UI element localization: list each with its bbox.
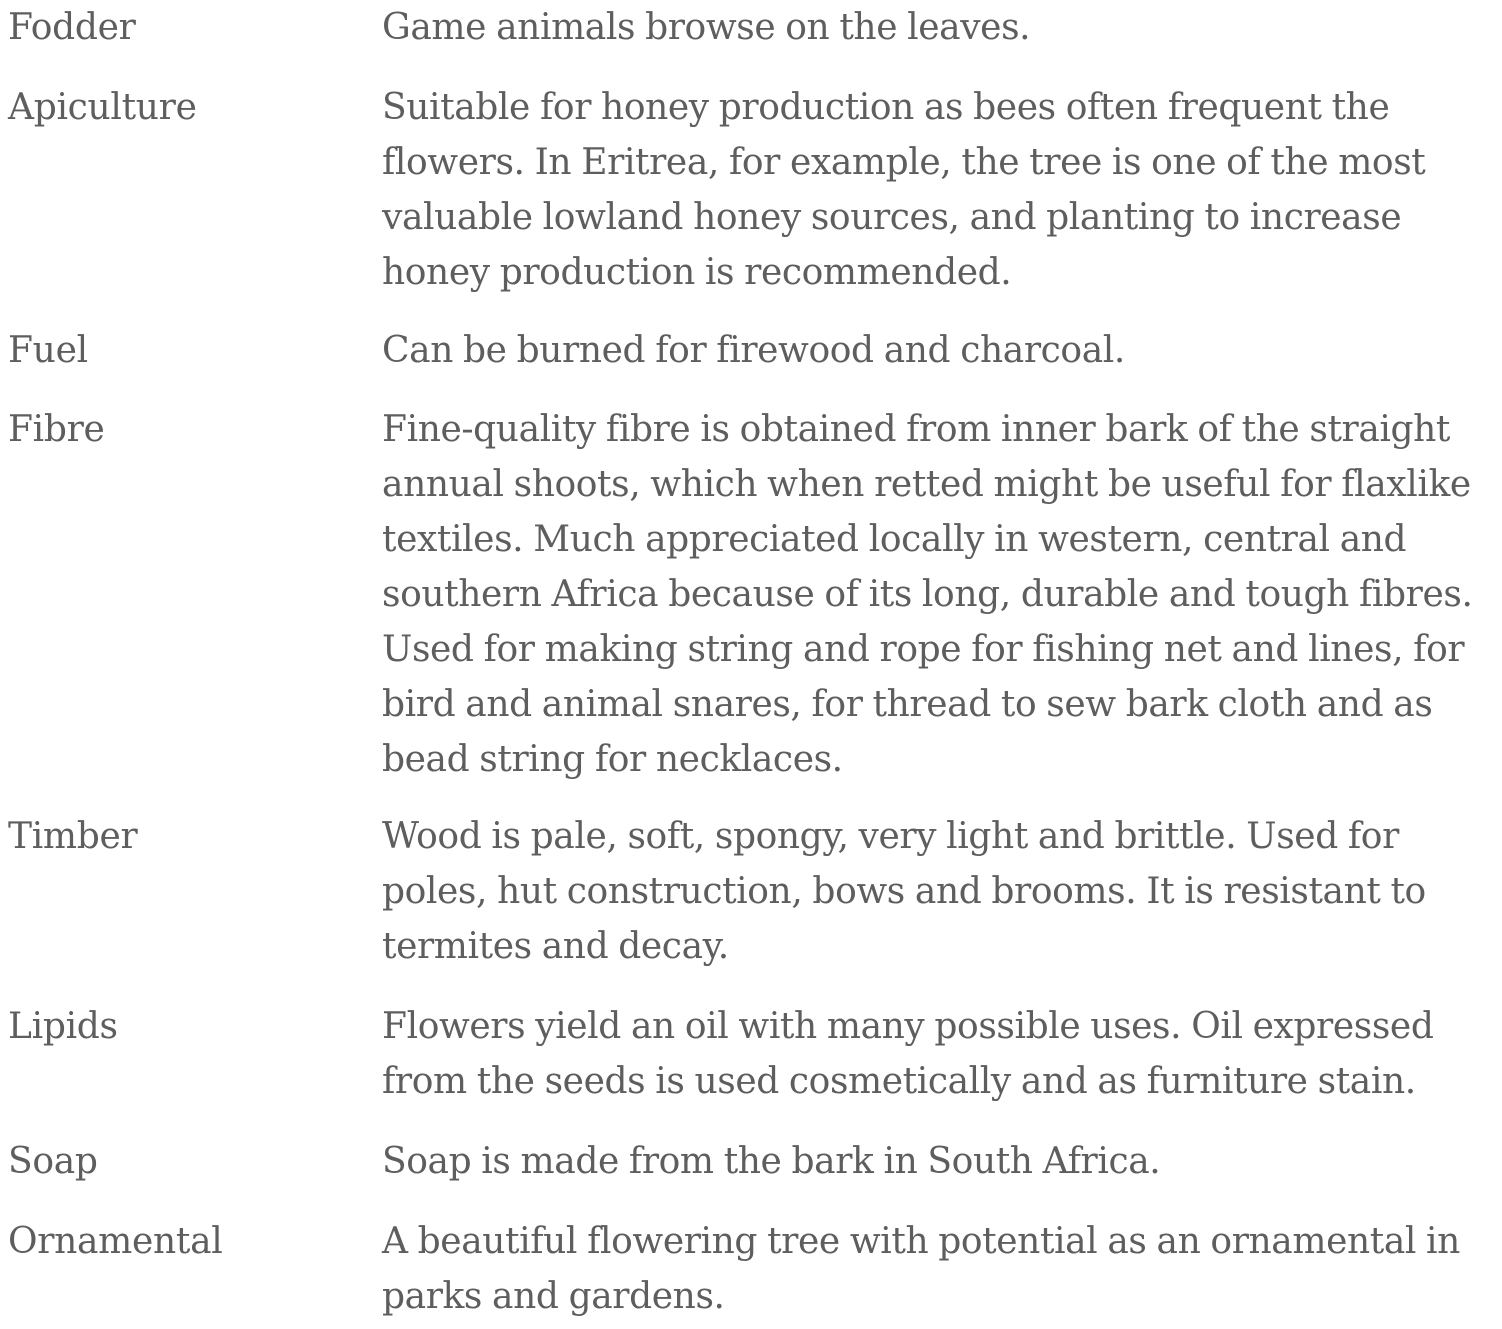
description-line: from the seeds is used cosmetically and as furniture stain.	[382, 1061, 1416, 1102]
description-line: southern Africa because of its long, durable and tough fibres.	[382, 574, 1473, 615]
description-fuel	[382, 323, 1500, 378]
description-line: Suitable for honey production as bees often frequent the	[382, 87, 1390, 128]
description-line: poles, hut construction, bows and brooms. It is resistant to	[382, 871, 1426, 912]
description-line: flowers. In Eritrea, for example, the tree is one of the most	[382, 142, 1426, 183]
term-ornamental: Ornamental	[8, 1221, 223, 1262]
description-fodder	[382, 0, 1500, 55]
description-line: bird and animal snares, for thread to sew bark cloth and as	[382, 684, 1433, 725]
term-fodder: Fodder	[8, 7, 136, 48]
description-line: annual shoots, which when retted might be useful for flaxlike	[382, 464, 1471, 505]
description-line: Fine-quality fibre is obtained from inner bark of the straight	[382, 409, 1450, 450]
description-fibre	[382, 402, 1500, 787]
description-line: Wood is pale, soft, spongy, very light and brittle. Used for	[382, 816, 1399, 857]
description-line: Game animals browse on the leaves.	[382, 7, 1031, 48]
description-line: parks and gardens.	[382, 1276, 725, 1317]
description-timber	[382, 809, 1500, 974]
term-apiculture: Apiculture	[8, 87, 197, 128]
description-lipids	[382, 999, 1500, 1109]
term-fibre: Fibre	[8, 409, 105, 450]
term-lipids: Lipids	[8, 1006, 118, 1047]
term-timber: Timber	[8, 816, 138, 857]
description-line: valuable lowland honey sources, and planting to increase	[382, 197, 1402, 238]
description-line: Flowers yield an oil with many possible uses. Oil expressed	[382, 1006, 1434, 1047]
term-soap: Soap	[8, 1141, 98, 1182]
term-fuel: Fuel	[8, 330, 88, 371]
description-line: Can be burned for firewood and charcoal.	[382, 330, 1125, 371]
description-line: honey production is recommended.	[382, 252, 1012, 293]
description-line: Soap is made from the bark in South Africa.	[382, 1141, 1161, 1182]
description-line: A beautiful flowering tree with potential as an ornamental in	[382, 1221, 1460, 1262]
description-line: textiles. Much appreciated locally in western, central and	[382, 519, 1407, 560]
description-line: termites and decay.	[382, 926, 729, 967]
description-line: Used for making string and rope for fishing net and lines, for	[382, 629, 1465, 670]
description-soap	[382, 1134, 1500, 1189]
description-ornamental	[382, 1214, 1500, 1324]
description-line: bead string for necklaces.	[382, 739, 843, 780]
description-apiculture	[382, 80, 1500, 300]
